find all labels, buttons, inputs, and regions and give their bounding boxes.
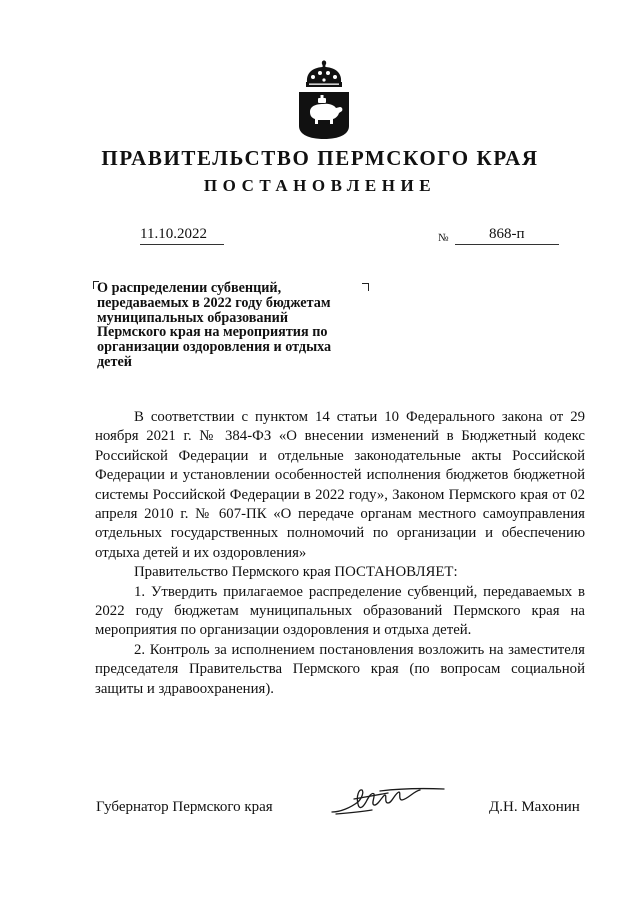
body-paragraph-item-1: 1. Утвердить прилагаемое распределение субвенций, передаваемых в 2022 году бюджетам муниципальных образований Пермского края на мероприятия по организации оздоровления и отдыха детей. — [95, 583, 585, 639]
number-sign: № — [438, 232, 449, 244]
document-body — [95, 408, 585, 699]
body-paragraph-resolution: Правительство Пермского края ПОСТАНОВЛЯЕТ: — [134, 564, 458, 581]
signature-image — [328, 782, 448, 818]
issuing-organization: ПРАВИТЕЛЬСТВО ПЕРМСКОГО КРАЯ — [101, 146, 539, 170]
document-type: ПОСТАНОВЛЕНИЕ — [203, 176, 437, 195]
document-subject: О распределении субвенций, передаваемых в 2022 году бюджетам муниципальных образований Пермского края на мероприятия по организации оздоровления и отдыха детей — [97, 280, 332, 370]
coat-of-arms-icon — [296, 58, 352, 140]
signatory-title: Губернатор Пермского края — [96, 799, 273, 815]
document-number: 868-п — [455, 226, 559, 245]
body-paragraph-preamble: В соответствии с пунктом 14 статьи 10 Федерального закона от 29 ноября 2021 г. № 384-ФЗ «О внесении изменений в Бюджетный кодекс Российской Федерации и отдельные законодательные акты Российской Федерации и установлении особенностей исполнения бюджетов бюджетной системы Российской Федерации в 2022 году», Законом Пермского края от 02 апреля 2010 г. № 607-ПК «О передаче органам местного самоуправления отдельных государственных полномочий по организации и обеспечению отдыха детей и их оздоровления» — [95, 409, 585, 561]
subject-bracket-right — [362, 283, 369, 291]
document-date: 11.10.2022 — [140, 226, 224, 245]
body-paragraph-item-2: 2. Контроль за исполнением постановления возложить на заместителя председателя Правительства Пермского края (по вопросам социальной защиты и здравоохранения). — [95, 641, 585, 697]
signatory-name: Д.Н. Махонин — [489, 799, 580, 815]
